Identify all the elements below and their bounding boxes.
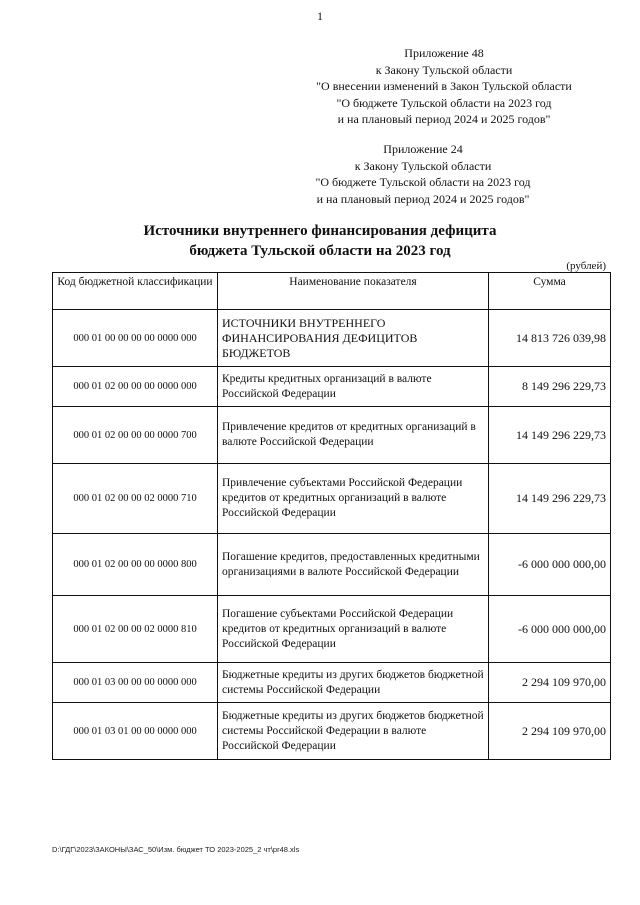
- appendix-24-line: и на плановый период 2024 и 2025 годов": [316, 191, 530, 206]
- row-sum: -6 000 000 000,00: [489, 596, 611, 663]
- table-row: [53, 596, 611, 663]
- appendix-48-line: Приложение 48: [404, 46, 484, 60]
- appendix-24-line: к Закону Тульской области: [354, 158, 492, 173]
- appendix-24-line: Приложение 24: [383, 142, 463, 156]
- table-row: [53, 367, 611, 407]
- appendix-48-line: "О внесении изменений в Закон Тульской области: [316, 79, 572, 93]
- row-code: 000 01 02 00 00 02 0000 810: [53, 596, 218, 663]
- appendix-48-line: и на плановый период 2024 и 2025 годов": [337, 112, 551, 126]
- table-row: [53, 310, 611, 367]
- row-sum: -6 000 000 000,00: [489, 534, 611, 596]
- row-code: 000 01 00 00 00 00 0000 000: [53, 310, 218, 367]
- header-sum: Сумма: [489, 273, 611, 310]
- row-code: 000 01 03 00 00 00 0000 000: [53, 663, 218, 703]
- table-header-row: [53, 273, 611, 310]
- appendix-24-line: "О бюджете Тульской области на 2023 год: [315, 175, 531, 189]
- row-name: Бюджетные кредиты из других бюджетов бюджетной системы Российской Федерации в валюте Российской Федерации: [218, 703, 489, 760]
- appendix-48-line: "О бюджете Тульской области на 2023 год: [336, 95, 552, 110]
- header-name: Наименование показателя: [218, 273, 489, 310]
- row-code: 000 01 02 00 00 00 0000 000: [53, 367, 218, 407]
- row-sum: 8 149 296 229,73: [489, 367, 611, 407]
- row-code: 000 01 02 00 00 00 0000 700: [53, 407, 218, 464]
- table-row: [53, 407, 611, 464]
- row-name: Погашение субъектами Российской Федерации кредитов от кредитных организаций в валюте Российской Федерации: [218, 596, 489, 663]
- row-sum: 2 294 109 970,00: [489, 703, 611, 760]
- appendix-48-line: к Закону Тульской области: [375, 62, 513, 77]
- table-row: [53, 464, 611, 534]
- document-title: [0, 221, 640, 261]
- row-name: Погашение кредитов, предоставленных кредитными организациями в валюте Российской Федерации: [218, 534, 489, 596]
- page-number: 1: [317, 9, 323, 23]
- table-row: [53, 534, 611, 596]
- row-name: Бюджетные кредиты из других бюджетов бюджетной системы Российской Федерации: [218, 663, 489, 703]
- appendix-48-header: [294, 45, 594, 128]
- row-sum: 14 149 296 229,73: [489, 464, 611, 534]
- currency-unit: (рублей): [566, 260, 606, 272]
- row-sum: 14 813 726 039,98: [489, 310, 611, 367]
- appendix-24-header: [273, 141, 573, 207]
- row-name: Привлечение кредитов от кредитных организаций в валюте Российской Федерации: [218, 407, 489, 464]
- file-path-footer: D:\ГДГ\2023\ЗАКОНЫ\ЗАС_50\Изм. бюджет ТО 2023-2025_2 чт\pr48.xls: [52, 845, 300, 854]
- title-line-1: Источники внутреннего финансирования дефицита: [143, 223, 497, 239]
- row-name: ИСТОЧНИКИ ВНУТРЕННЕГО ФИНАНСИРОВАНИЯ ДЕФИЦИТОВ БЮДЖЕТОВ: [218, 310, 489, 367]
- table-row: [53, 663, 611, 703]
- row-code: 000 01 02 00 00 00 0000 800: [53, 534, 218, 596]
- row-code: 000 01 02 00 00 02 0000 710: [53, 464, 218, 534]
- table-row: [53, 703, 611, 760]
- header-code: Код бюджетной классификации: [53, 273, 218, 310]
- row-code: 000 01 03 01 00 00 0000 000: [53, 703, 218, 760]
- title-line-2: бюджета Тульской области на 2023 год: [189, 243, 451, 259]
- financing-sources-table: [52, 272, 611, 760]
- row-name: Привлечение субъектами Российской Федерации кредитов от кредитных организаций в валюте Российской Федерации: [218, 464, 489, 534]
- row-sum: 2 294 109 970,00: [489, 663, 611, 703]
- row-sum: 14 149 296 229,73: [489, 407, 611, 464]
- row-name: Кредиты кредитных организаций в валюте Российской Федерации: [218, 367, 489, 407]
